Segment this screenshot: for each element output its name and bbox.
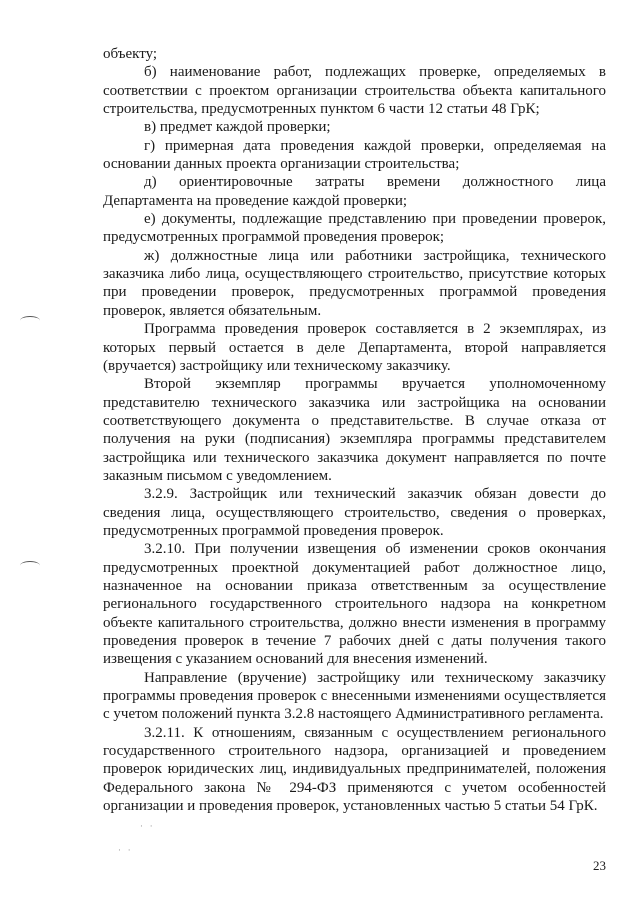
paragraph: 3.2.9. Застройщик или технический заказчик обязан довести до сведения лица, осуществляющего строительство, сведения о проверках, предусмотренных программой проведения проверок. (103, 486, 606, 539)
page-number: 23 (593, 858, 606, 873)
paragraph: в) предмет каждой проверки; (144, 119, 331, 136)
scan-speck: · · (118, 846, 133, 856)
paragraph: 3.2.11. К отношениям, связанным с осуществлением регионального государственного строительного надзора, организацией и проведением проверок юридических лиц, индивидуальных предпринимателей, положения Федерального закона № 294-ФЗ применяются с учетом особенностей организации и проведения проверок, установленных частью 5 статьи 54 ГрК. (103, 724, 606, 815)
paragraph: д) ориентировочные затраты времени должностного лица Департамента на проведение каждой проверки; (103, 174, 606, 209)
paragraph: объекту; (103, 46, 158, 62)
paragraph: б) наименование работ, подлежащих проверке, определяемых в соответствии с проектом организации строительства объекта капитального строительства, предусмотренных пунктом 6 части 12 статьи 48 ГрК; (103, 64, 606, 118)
paragraph: г) примерная дата проведения каждой проверки, определяемая на основании данных проекта организации строительства; (103, 137, 606, 173)
scan-speck: · · (140, 822, 155, 832)
paragraph: Направление (вручение) застройщику или техническому заказчику программы проведения проверок с внесенными изменениями осуществляется с учетом положений пункта 3.2.8 настоящего Административного регламента. (103, 669, 606, 723)
paragraph: Программа проведения проверок составляется в 2 экземплярах, из которых первый остается в деле Департамента, второй направляется (вручается) застройщику или техническому заказчику. (103, 321, 606, 374)
paragraph: ж) должностные лица или работники застройщика, технического заказчика либо лица, осуществляющего строительство, присутствие которых при проведении проверок, предусмотренных программой проведения проверок, является обязательным. (103, 247, 606, 319)
document-body (103, 45, 606, 815)
punch-hole-mark (20, 561, 40, 570)
paragraph: е) документы, подлежащие представлению при проведении проверок, предусмотренных программой проведения проверок; (103, 211, 606, 246)
paragraph: 3.2.10. При получении извещения об изменении сроков окончания предусмотренных проектной документацией работ должностное лицо, назначенное на основании приказа ответственным за осуществление регионального государственного строительного надзора на конкретном объекте капитального строительства, должно внести изменения в программу проведения проверок в течение 7 рабочих дней с даты получения такого извещения с указанием оснований для внесения изменений. (103, 541, 606, 668)
punch-hole-mark (20, 316, 40, 325)
paragraph: Второй экземпляр программы вручается уполномоченному представителю технического заказчика или застройщика на основании соответствующего документа о представительстве. В случае отказа от получения на руки (подписания) экземпляра программы представителем застройщика или технического заказчика документ направляется по почте заказным письмом с уведомлением. (103, 376, 606, 484)
